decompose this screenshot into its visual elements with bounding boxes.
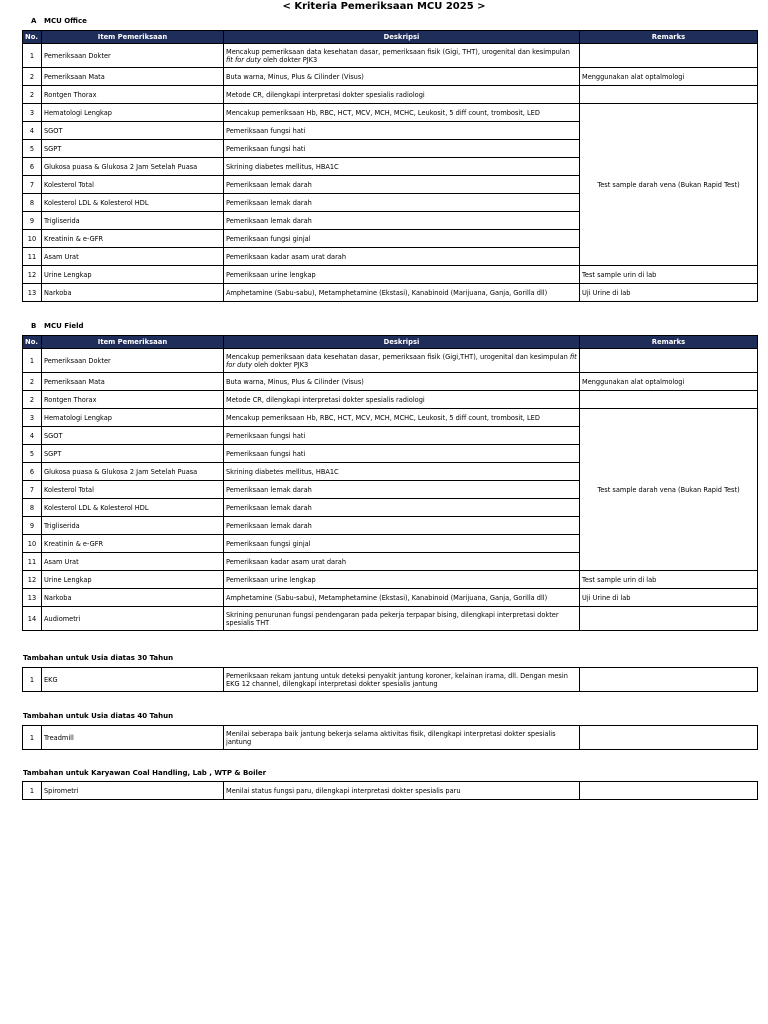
row-no: 2: [23, 68, 42, 86]
row-item: Glukosa puasa & Glukosa 2 Jam Setelah Puasa: [42, 463, 224, 481]
row-remarks: [580, 726, 758, 750]
row-no: 1: [23, 726, 42, 750]
row-item: Pemeriksaan Mata: [42, 68, 224, 86]
row-no: 13: [23, 284, 42, 302]
column-header-no: No.: [23, 31, 42, 44]
table-row: [23, 266, 758, 284]
row-no: 13: [23, 589, 42, 607]
row-item: SGPT: [42, 140, 224, 158]
row-item: SGOT: [42, 427, 224, 445]
table-row: [23, 571, 758, 589]
row-item: EKG: [42, 668, 224, 692]
row-remarks: Menggunakan alat optalmologi: [580, 68, 758, 86]
row-item: Pemeriksaan Dokter: [42, 349, 224, 373]
row-desc: Pemeriksaan kadar asam urat darah: [224, 248, 580, 266]
table-row: [23, 68, 758, 86]
row-no: 12: [23, 266, 42, 284]
row-desc: Menilai status fungsi paru, dilengkapi interpretasi dokter spesialis paru: [224, 782, 580, 800]
row-remarks: [580, 349, 758, 373]
row-no: 9: [23, 517, 42, 535]
row-item: SGPT: [42, 445, 224, 463]
table-row: [23, 589, 758, 607]
table-row: [23, 607, 758, 631]
desc-text: oleh dokter PJK3: [260, 55, 318, 64]
row-desc: Menilai seberapa baik jantung bekerja selama aktivitas fisik, dilengkapi interpretasi dokter spesialis jantung: [224, 726, 580, 750]
row-no: 10: [23, 535, 42, 553]
table-row: [23, 373, 758, 391]
table-row: [23, 284, 758, 302]
row-item: Kolesterol LDL & Kolesterol HDL: [42, 499, 224, 517]
row-desc: Pemeriksaan fungsi hati: [224, 122, 580, 140]
row-item: Urine Lengkap: [42, 571, 224, 589]
row-item: Urine Lengkap: [42, 266, 224, 284]
section-a-heading: [31, 17, 87, 25]
table-row: [23, 104, 758, 122]
row-desc: Pemeriksaan lemak darah: [224, 481, 580, 499]
section-title: MCU Office: [44, 17, 87, 25]
row-no: 10: [23, 230, 42, 248]
row-desc: Skrining diabetes mellitus, HBA1C: [224, 463, 580, 481]
extra-40-table: [22, 725, 758, 750]
row-item: Kreatinin & e-GFR: [42, 230, 224, 248]
row-desc: Pemeriksaan lemak darah: [224, 212, 580, 230]
row-desc: Pemeriksaan lemak darah: [224, 517, 580, 535]
column-header-remarks: Remarks: [580, 336, 758, 349]
row-desc: Pemeriksaan fungsi hati: [224, 140, 580, 158]
row-remarks: Test sample urin di lab: [580, 266, 758, 284]
desc-italic: fit for duty: [226, 352, 577, 369]
row-item: Pemeriksaan Mata: [42, 373, 224, 391]
row-desc: Buta warna, Minus, Plus & Cilinder (Visus): [224, 373, 580, 391]
section-letter: A: [31, 17, 37, 25]
row-item: Kolesterol Total: [42, 176, 224, 194]
row-item: Audiometri: [42, 607, 224, 631]
row-remarks: [580, 44, 758, 68]
row-no: 2: [23, 373, 42, 391]
row-item: Asam Urat: [42, 248, 224, 266]
column-header-desc: Deskripsi: [224, 31, 580, 44]
row-no: 5: [23, 140, 42, 158]
table-row: [23, 349, 758, 373]
extra-coal-table: [22, 781, 758, 800]
row-desc: Pemeriksaan fungsi hati: [224, 445, 580, 463]
column-header-item: Item Pemeriksaan: [42, 31, 224, 44]
row-no: 8: [23, 499, 42, 517]
row-item: Hematologi Lengkap: [42, 409, 224, 427]
row-desc: Pemeriksaan kadar asam urat darah: [224, 553, 580, 571]
row-no: 4: [23, 427, 42, 445]
table-row: [23, 726, 758, 750]
row-remarks: [580, 782, 758, 800]
desc-text: Mencakup pemeriksaan data kesehatan dasar, pemeriksaan fisik (Gigi,THT), urogenital dan kesimpulan: [226, 352, 570, 361]
row-desc: Pemeriksaan lemak darah: [224, 499, 580, 517]
row-remarks: Menggunakan alat optalmologi: [580, 373, 758, 391]
row-item: Hematologi Lengkap: [42, 104, 224, 122]
section-b-heading: [31, 322, 84, 330]
row-item: Spirometri: [42, 782, 224, 800]
row-item: Trigliserida: [42, 212, 224, 230]
row-no: 1: [23, 44, 42, 68]
row-no: 3: [23, 409, 42, 427]
column-header-no: No.: [23, 336, 42, 349]
row-item: Kreatinin & e-GFR: [42, 535, 224, 553]
row-no: 11: [23, 248, 42, 266]
desc-italic: fit for duty: [226, 55, 261, 64]
row-desc: [224, 44, 580, 68]
row-desc: Amphetamine (Sabu-sabu), Metamphetamine (Ekstasi), Kanabinoid (Marijuana, Ganja, Gorilla dll): [224, 284, 580, 302]
row-desc: Skrining penurunan fungsi pendengaran pada pekerja terpapar bising, dilengkapi interpretasi dokter spesialis THT: [224, 607, 580, 631]
row-no: 2: [23, 391, 42, 409]
row-no: 7: [23, 481, 42, 499]
row-item: Narkoba: [42, 284, 224, 302]
column-header-desc: Deskripsi: [224, 336, 580, 349]
row-no: 1: [23, 668, 42, 692]
row-desc: Mencakup pemeriksaan Hb, RBC, HCT, MCV, MCH, MCHC, Leukosit, 5 diff count, trombosit, LED: [224, 104, 580, 122]
row-item: Trigliserida: [42, 517, 224, 535]
row-remarks: [580, 607, 758, 631]
row-item: Treadmill: [42, 726, 224, 750]
row-desc: [224, 349, 580, 373]
row-desc: Amphetamine (Sabu-sabu), Metamphetamine (Ekstasi), Kanabinoid (Marijuana, Ganja, Gorilla dll): [224, 589, 580, 607]
table-header-row: [23, 31, 758, 44]
row-no: 12: [23, 571, 42, 589]
row-remarks: Test sample urin di lab: [580, 571, 758, 589]
row-no: 14: [23, 607, 42, 631]
column-header-remarks: Remarks: [580, 31, 758, 44]
row-no: 4: [23, 122, 42, 140]
row-desc: Mencakup pemeriksaan Hb, RBC, HCT, MCV, MCH, MCHC, Leukosit, 5 diff count, trombosit, LED: [224, 409, 580, 427]
row-no: 5: [23, 445, 42, 463]
blood-test-remark: Test sample darah vena (Bukan Rapid Test): [580, 409, 758, 571]
row-item: Kolesterol Total: [42, 481, 224, 499]
row-no: 6: [23, 158, 42, 176]
row-no: 1: [23, 782, 42, 800]
table-row: [23, 391, 758, 409]
row-desc: Pemeriksaan lemak darah: [224, 194, 580, 212]
row-no: 1: [23, 349, 42, 373]
row-desc: Pemeriksaan lemak darah: [224, 176, 580, 194]
mcu-office-table: [22, 30, 758, 302]
row-item: Glukosa puasa & Glukosa 2 Jam Setelah Puasa: [42, 158, 224, 176]
row-item: Narkoba: [42, 589, 224, 607]
row-remarks: Uji Urine di lab: [580, 589, 758, 607]
row-no: 11: [23, 553, 42, 571]
row-desc: Metode CR, dilengkapi interpretasi dokter spesialis radiologi: [224, 86, 580, 104]
row-remarks: Uji Urine di lab: [580, 284, 758, 302]
row-no: 7: [23, 176, 42, 194]
row-remarks: [580, 86, 758, 104]
extra-30-table: [22, 667, 758, 692]
mcu-field-table: [22, 335, 758, 631]
row-no: 9: [23, 212, 42, 230]
row-desc: Buta warna, Minus, Plus & Cilinder (Visus): [224, 68, 580, 86]
extra-coal-heading: Tambahan untuk Karyawan Coal Handling, Lab , WTP & Boiler: [23, 769, 267, 777]
row-desc: Pemeriksaan fungsi ginjal: [224, 535, 580, 553]
column-header-item: Item Pemeriksaan: [42, 336, 224, 349]
row-remarks: [580, 391, 758, 409]
row-item: Rontgen Thorax: [42, 391, 224, 409]
row-item: Pemeriksaan Dokter: [42, 44, 224, 68]
row-item: SGOT: [42, 122, 224, 140]
row-desc: Skrining diabetes mellitus, HBA1C: [224, 158, 580, 176]
row-no: 6: [23, 463, 42, 481]
table-header-row: [23, 336, 758, 349]
row-desc: Pemeriksaan fungsi hati: [224, 427, 580, 445]
row-item: Kolesterol LDL & Kolesterol HDL: [42, 194, 224, 212]
row-no: 8: [23, 194, 42, 212]
row-item: Rontgen Thorax: [42, 86, 224, 104]
table-row: [23, 44, 758, 68]
row-desc: Pemeriksaan fungsi ginjal: [224, 230, 580, 248]
page-title: < Kriteria Pemeriksaan MCU 2025 >: [282, 1, 486, 12]
extra-40-heading: Tambahan untuk Usia diatas 40 Tahun: [23, 712, 174, 720]
row-no: 3: [23, 104, 42, 122]
extra-30-heading: Tambahan untuk Usia diatas 30 Tahun: [23, 654, 174, 662]
table-row: [23, 668, 758, 692]
table-row: [23, 86, 758, 104]
row-desc: Pemeriksaan rekam jantung untuk deteksi penyakit jantung koroner, kelainan irama, dll. Dengan mesin EKG 12 channel, dilengkapi interpretasi dokter spesialis jantung: [224, 668, 580, 692]
section-letter: B: [31, 322, 37, 330]
row-desc: Pemeriksaan urine lengkap: [224, 571, 580, 589]
table-row: [23, 782, 758, 800]
row-remarks: [580, 668, 758, 692]
row-no: 2: [23, 86, 42, 104]
desc-text: Mencakup pemeriksaan data kesehatan dasar, pemeriksaan fisik (Gigi, THT), urogenital dan kesimpulan: [226, 47, 570, 56]
section-title: MCU Field: [44, 322, 84, 330]
desc-text: oleh dokter PJK3: [252, 360, 309, 369]
blood-test-remark: Test sample darah vena (Bukan Rapid Test): [580, 104, 758, 266]
table-row: [23, 409, 758, 427]
row-desc: Metode CR, dilengkapi interpretasi dokter spesialis radiologi: [224, 391, 580, 409]
row-item: Asam Urat: [42, 553, 224, 571]
row-desc: Pemeriksaan urine lengkap: [224, 266, 580, 284]
